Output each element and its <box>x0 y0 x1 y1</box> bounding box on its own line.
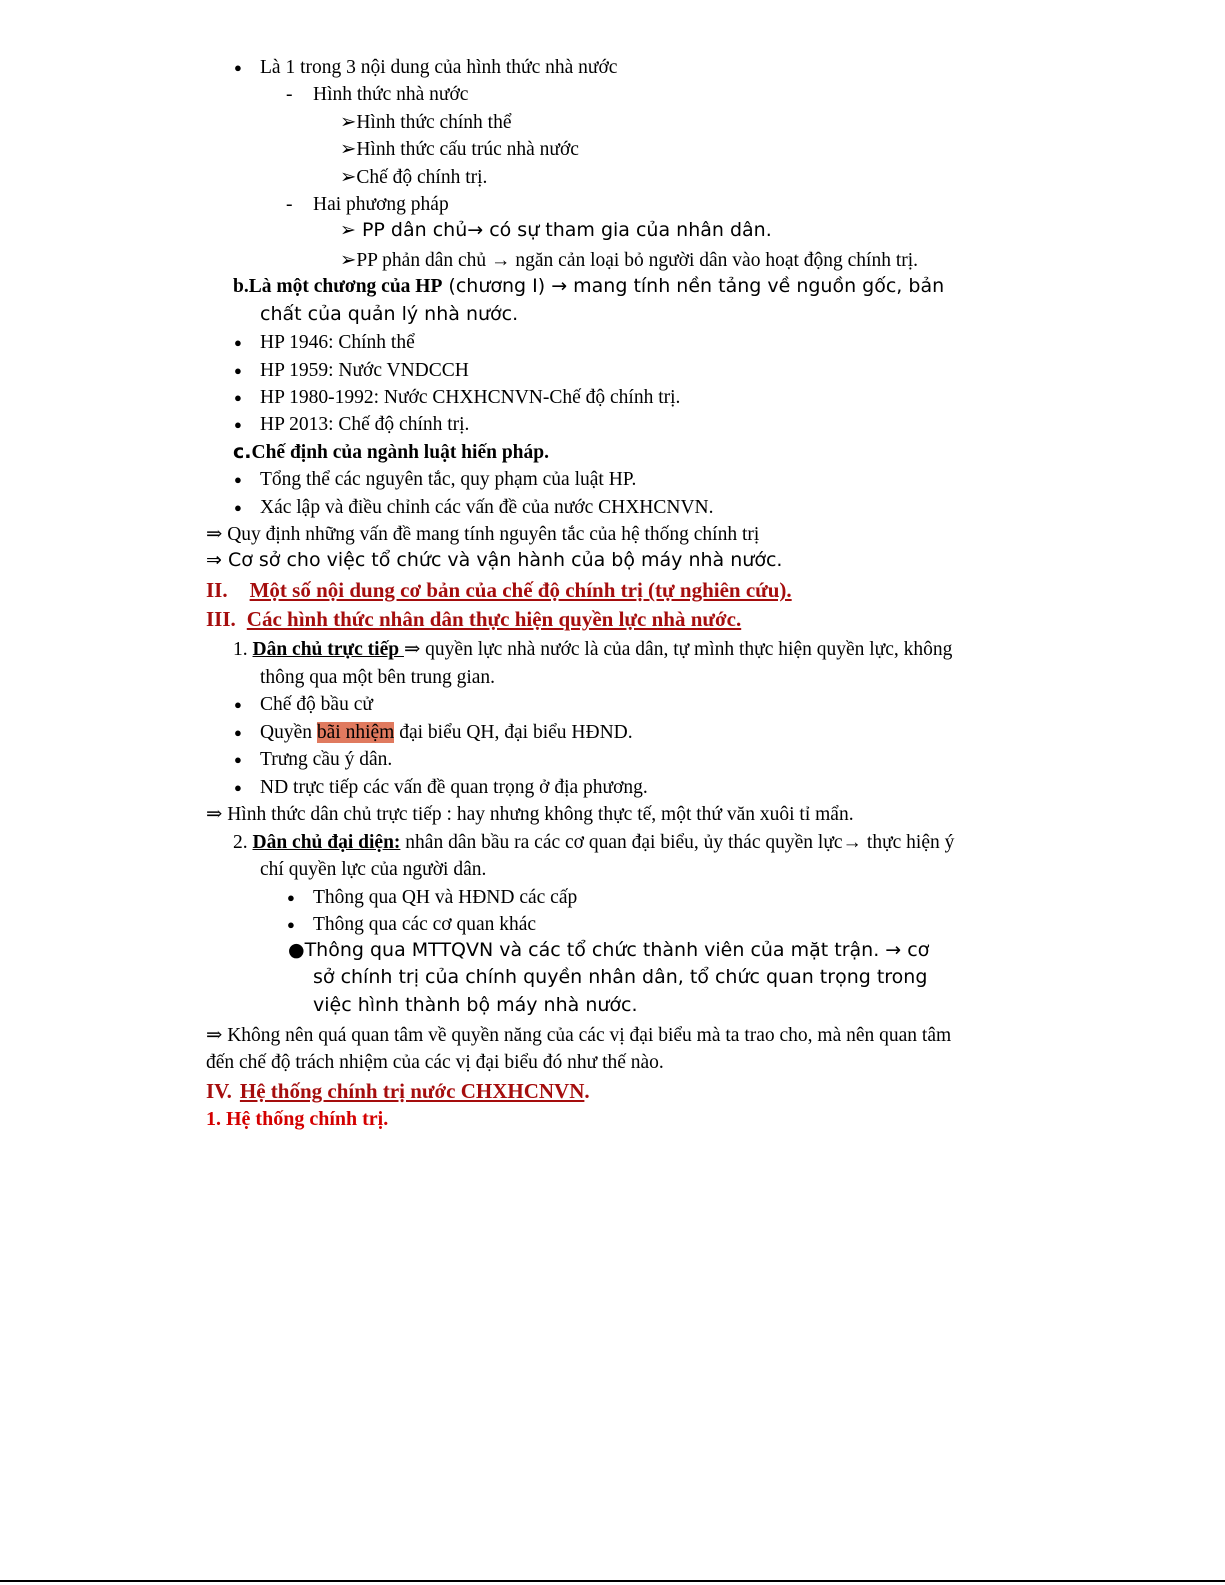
bullet-item: ● Chế độ bầu cử <box>260 691 373 718</box>
conclusion-line: đến chế độ trách nhiệm của các vị đại biểu đó như thế nào. <box>206 1052 664 1073</box>
bullet-item: ● Tổng thể các nguyên tắc, quy phạm của luật HP. <box>260 466 636 493</box>
numbered-item-2-continuation: chí quyền lực của người dân. <box>260 859 487 880</box>
numbered-item-1-continuation: thông qua một bên trung gian. <box>260 667 496 688</box>
arrow-item: ➢Chế độ chính trị. <box>340 167 488 188</box>
dash-item: - Hình thức nhà nước <box>313 81 468 108</box>
bullet-item: ● HP 2013: Chế độ chính trị. <box>260 411 469 438</box>
bullet-item: ●Thông qua MTTQVN và các tổ chức thành viên của mặt trận. → cơ <box>288 939 930 961</box>
section-c-heading: c.Chế định của ngành luật hiến pháp. <box>233 441 549 463</box>
bullet-item: ● HP 1946: Chính thể <box>260 329 415 356</box>
bullet-item: ● Trưng cầu ý dân. <box>260 746 392 773</box>
arrow-item: ➢PP phản dân chủ → ngăn cản loại bỏ người dân vào hoạt động chính trị. <box>340 250 919 271</box>
dash-item: - Hai phương pháp <box>313 191 449 218</box>
bullet-item: ● HP 1959: Nước VNDCCH <box>260 357 469 384</box>
conclusion-line: ⇒ Không nên quá quan tâm về quyền năng của các vị đại biểu mà ta trao cho, mà nên quan tâm <box>206 1025 952 1046</box>
numbered-item-1: 1. Dân chủ trực tiếp ⇒ quyền lực nhà nước là của dân, tự mình thực hiện quyền lực, không <box>233 639 953 660</box>
bullet-item: ● Xác lập và điều chỉnh các vấn đề của nước CHXHCNVN. <box>260 494 714 521</box>
subheading-1: 1. Hệ thống chính trị. <box>206 1108 389 1130</box>
arrow-item: ➢ PP dân chủ→ có sự tham gia của nhân dân. <box>340 219 772 241</box>
section-b-heading: b.Là một chương của HP (chương I) → mang tính nền tảng về nguồn gốc, bản <box>233 275 945 297</box>
bullet-item: ● Là 1 trong 3 nội dung của hình thức nhà nước <box>260 54 617 81</box>
heading-iv: IV. Hệ thống chính trị nước CHXHCNVN. <box>206 1079 590 1103</box>
conclusion-line: ⇒ Hình thức dân chủ trực tiếp : hay nhưng không thực tế, một thứ văn xuôi tỉ mẩn. <box>206 804 854 825</box>
heading-ii: II. Một số nội dung cơ bản của chế độ chính trị (tự nghiên cứu). <box>206 578 792 602</box>
page-bottom-rule <box>0 1580 1225 1582</box>
conclusion-line: ⇒ Cơ sở cho việc tổ chức và vận hành của bộ máy nhà nước. <box>206 549 783 571</box>
bullet-item: ● Thông qua QH và HĐND các cấp <box>313 884 577 911</box>
bullet-item: ● ND trực tiếp các vấn đề quan trọng ở địa phương. <box>260 774 648 801</box>
section-b-continuation: chất của quản lý nhà nước. <box>260 303 519 325</box>
bullet-item: ● Quyền bãi nhiệm đại biểu QH, đại biểu HĐND. <box>260 719 633 746</box>
bullet-item-continuation: sở chính trị của chính quyền nhân dân, tổ chức quan trọng trong <box>313 966 928 988</box>
bullet-item: ● HP 1980-1992: Nước CHXHCNVN-Chế độ chính trị. <box>260 384 680 411</box>
heading-iii: III. Các hình thức nhân dân thực hiện quyền lực nhà nước. <box>206 607 742 631</box>
conclusion-line: ⇒ Quy định những vấn đề mang tính nguyên tắc của hệ thống chính trị <box>206 524 760 545</box>
bullet-item: ● Thông qua các cơ quan khác <box>313 911 536 938</box>
arrow-item: ➢Hình thức cấu trúc nhà nước <box>340 139 579 160</box>
arrow-item: ➢Hình thức chính thể <box>340 112 512 133</box>
highlighted-text: bãi nhiệm <box>316 722 395 743</box>
numbered-item-2: 2. Dân chủ đại diện: nhân dân bầu ra các cơ quan đại biểu, ủy thác quyền lực→ thực hiện ý <box>233 832 955 853</box>
bullet-item-continuation: việc hình thành bộ máy nhà nước. <box>313 994 638 1016</box>
